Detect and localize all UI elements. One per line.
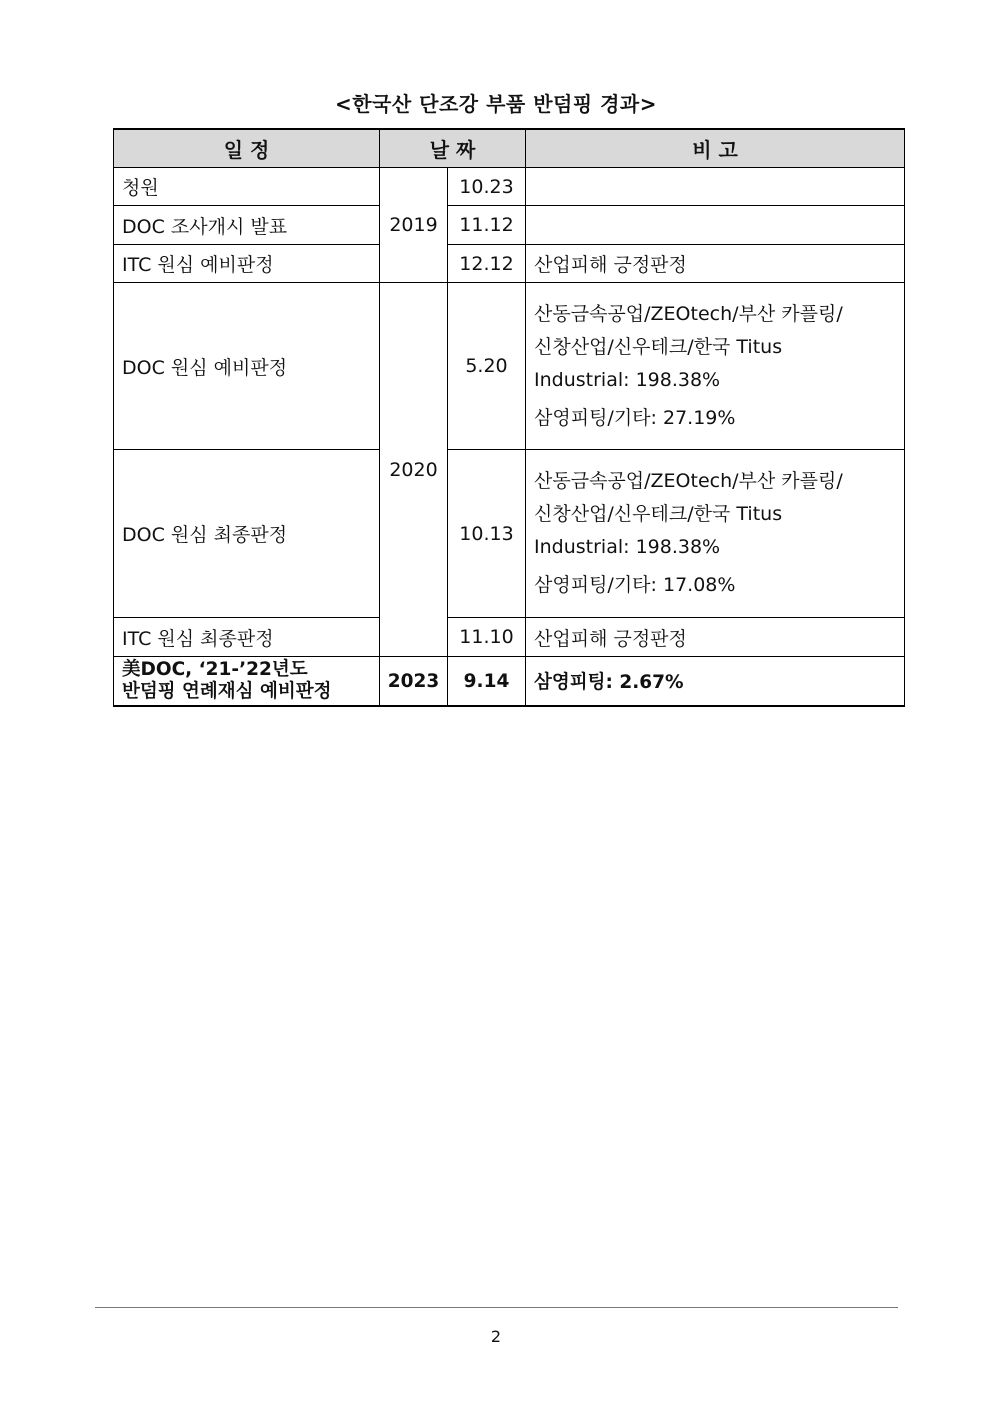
date-cell: 10.13 [448, 450, 526, 618]
date-cell: 9.14 [448, 657, 526, 707]
event-cell: 청원 [114, 168, 380, 206]
note-line: Industrial: 198.38% [534, 368, 721, 391]
note-cell: 삼영피팅: 2.67% [526, 657, 905, 707]
note-cell [526, 283, 905, 450]
table-row-highlight [114, 657, 905, 707]
event-cell [114, 657, 380, 707]
note-line: 산동금속공업/ZEOtech/부산 카플링/ [534, 302, 843, 325]
note-line: Industrial: 198.38% [534, 536, 721, 558]
event-cell: DOC 원심 예비판정 [114, 283, 380, 450]
note-line: 삼영피팅/기타: 27.19% [534, 406, 736, 429]
table-row [114, 206, 905, 245]
event-line: 반덤핑 연례재심 예비판정 [122, 681, 332, 702]
event-line: 美DOC, ‘21-’22년도 [122, 659, 308, 680]
event-cell: DOC 조사개시 발표 [114, 206, 380, 245]
year-cell: 2020 [380, 283, 448, 657]
year-cell: 2019 [380, 168, 448, 283]
header-date: 날 짜 [380, 129, 526, 168]
date-cell: 11.10 [448, 618, 526, 657]
table-row [114, 450, 905, 618]
event-cell: DOC 원심 최종판정 [114, 450, 380, 618]
note-cell: 산업피해 긍정판정 [526, 618, 905, 657]
table-row [114, 168, 905, 206]
note-cell [526, 450, 905, 618]
note-cell [526, 206, 905, 245]
event-cell: ITC 원심 최종판정 [114, 618, 380, 657]
year-cell: 2023 [380, 657, 448, 707]
antidumping-timeline-table [113, 128, 905, 707]
note-line: 삼영피팅/기타: 17.08% [534, 574, 736, 596]
date-cell: 10.23 [448, 168, 526, 206]
table-row [114, 245, 905, 283]
note-line: 신창산업/신우테크/한국 Titus [534, 335, 783, 358]
page-number: 2 [490, 1327, 502, 1346]
date-cell: 12.12 [448, 245, 526, 283]
footer-divider [95, 1307, 898, 1308]
note-cell [526, 168, 905, 206]
note-line: 산동금속공업/ZEOtech/부산 카플링/ [534, 470, 843, 492]
note-cell: 산업피해 긍정판정 [526, 245, 905, 283]
table-header-row [114, 129, 905, 168]
date-cell: 11.12 [448, 206, 526, 245]
event-cell: ITC 원심 예비판정 [114, 245, 380, 283]
table-row [114, 283, 905, 450]
document-title: <한국산 단조강 부품 반덤핑 경과> [334, 92, 658, 116]
header-note: 비 고 [526, 129, 905, 168]
header-schedule: 일 정 [114, 129, 380, 168]
date-cell: 5.20 [448, 283, 526, 450]
table-row [114, 618, 905, 657]
note-line: 신창산업/신우테크/한국 Titus [534, 503, 783, 525]
